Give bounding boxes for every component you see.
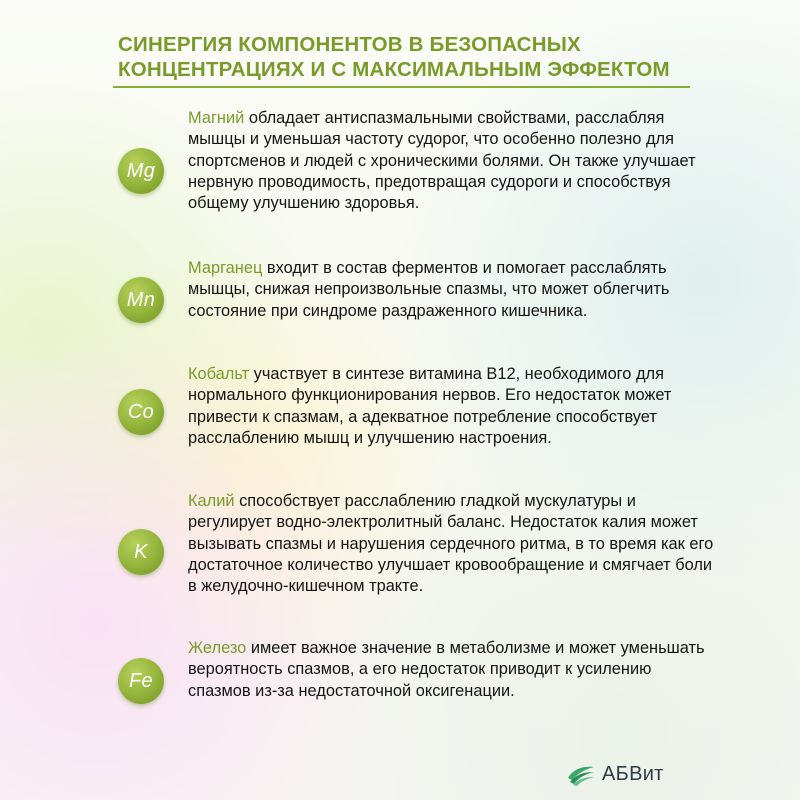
element-name: Калий [188, 492, 235, 510]
element-description [188, 638, 718, 702]
element-symbol: Mg [126, 159, 156, 182]
element-badge-mn [118, 277, 164, 323]
element-symbol: Co [127, 400, 155, 423]
element-badge-mg [118, 148, 164, 194]
element-text: участвует в синтезе витамина B12, необходимого для нормального функционирования нервов. Его недостаток может привести к спазмам, а адекватное потребление способствует расслаблению мышц и улучшению настроения. [188, 365, 672, 447]
element-description [188, 364, 718, 449]
element-item-k [118, 491, 718, 621]
brand-logo [566, 763, 664, 786]
element-name: Железо [188, 639, 247, 657]
element-item-fe [118, 638, 718, 728]
title-line-1: СИНЕРГИЯ КОМПОНЕНТОВ В БЕЗОПАСНЫХ [118, 33, 581, 56]
brand-name: АБВит [602, 763, 664, 785]
page-title [118, 32, 718, 82]
element-text: обладает антиспазмальными свойствами, расслабляя мышцы и уменьшая частоту судорог, что особенно полезно для спортсменов и людей с хроническими болями. Он также улучшает нервную проводимость, предотвращая судороги и способствуя общему улучшению здоровья. [188, 109, 696, 213]
element-text: имеет важное значение в метаболизме и может уменьшать вероятность спазмов, а его недостаток приводит к усилению спазмов из-за недостаточной оксигенации. [188, 639, 705, 700]
element-badge-k [118, 529, 164, 575]
title-line-2: КОНЦЕНТРАЦИЯХ И С МАКСИМАЛЬНЫМ ЭФФЕКТОМ [118, 58, 670, 81]
element-description [188, 258, 718, 322]
element-symbol: Mn [126, 288, 156, 311]
element-description [188, 491, 718, 597]
element-text: способствует расслаблению гладкой мускулатуры и регулирует водно-электролитный баланс. Недостаток калия может вызывать спазмы и нарушения сердечного ритма, в то время как его достаточное количество улучшает кровообращение и смягчает боли в желудочно-кишечном тракте. [188, 492, 714, 596]
leaf-waves-icon [566, 764, 596, 786]
element-symbol: Fe [129, 669, 153, 692]
element-badge-co [118, 389, 164, 435]
element-description [188, 108, 718, 214]
element-badge-fe [118, 658, 164, 704]
element-item-mg [118, 108, 718, 238]
title-underline [113, 86, 690, 88]
element-item-co [118, 364, 718, 469]
element-symbol: K [134, 540, 148, 563]
element-text: входит в состав ферментов и помогает расслаблять мышцы, снижая непроизвольные спазмы, что может облегчить состояние при синдроме раздраженного кишечника. [188, 259, 670, 320]
element-name: Марганец [188, 259, 263, 277]
element-item-mn [118, 258, 718, 348]
element-name: Магний [188, 109, 245, 127]
element-name: Кобальт [188, 365, 250, 383]
